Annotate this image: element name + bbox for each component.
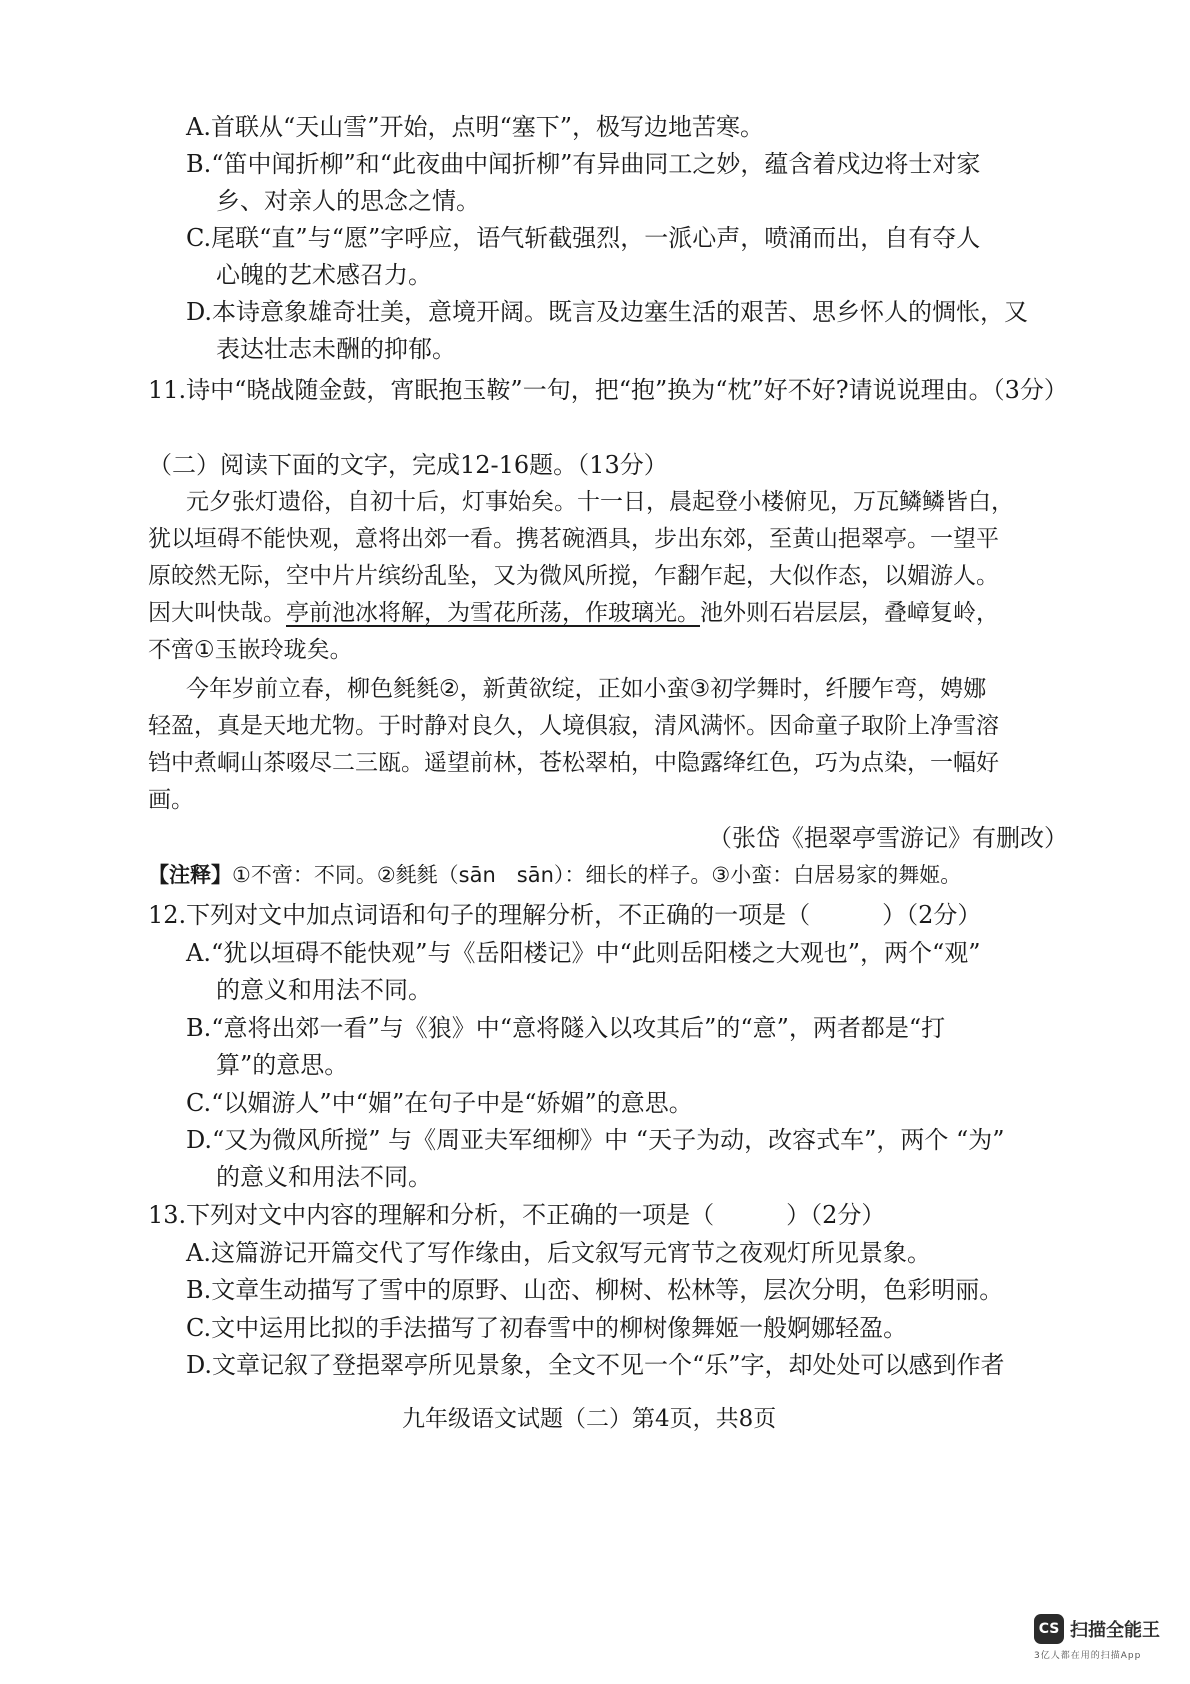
passage-line: 铛中煮峒山茶啜尽二三瓯。遥望前林，苍松翠柏，中隐露绛红色，巧为点染，一幅好 <box>148 750 999 776</box>
q10-option-b: B.“笛中闻折柳”和“此夜曲中闻折柳”有异曲同工之妙，蕴含着戍边将士对家 <box>186 150 981 178</box>
q13-option-a: A.这篇游记开篇交代了写作缘由，后文叙写元宵节之夜观灯所见景象。 <box>186 1239 931 1267</box>
passage-line: 今年岁前立春，柳色毵毵②，新黄欲绽，正如小蛮③初学舞时，纤腰乍弯，娉娜 <box>186 676 987 702</box>
q10-option-c-cont: 心魄的艺术感召力。 <box>216 261 432 289</box>
q10-option-d-cont: 表达壮志未酬的抑郁。 <box>216 335 456 363</box>
q10-option-b-cont: 乡、对亲人的思念之情。 <box>216 187 480 215</box>
q12-option-b-cont: 算”的意思。 <box>216 1051 349 1079</box>
passage-line: 犹以垣碍不能快观，意将出郊一看。携茗碗酒具，步出东郊，至黄山挹翠亭。一望平 <box>148 526 999 552</box>
passage-line: 轻盈，真是天地尤物。于时静对良久，人境俱寂，清风满怀。因命童子取阶上净雪溶 <box>148 713 999 739</box>
question-12-stem: 12.下列对文中加点词语和句子的理解分析，不正确的一项是（ ）（2分） <box>148 901 982 929</box>
q12-option-a: A.“犹以垣碍不能快观”与《岳阳楼记》中“此则岳阳楼之大观也”，两个“观” <box>186 939 981 967</box>
q10-option-a: A.首联从“天山雪”开始，点明“塞下”，极写边地苦寒。 <box>186 113 765 141</box>
q10-option-d: D.本诗意象雄奇壮美，意境开阔。既言及边塞生活的艰苦、思乡怀人的惆怅，又 <box>186 298 1029 326</box>
question-13-stem: 13.下列对文中内容的理解和分析，不正确的一项是（ ）（2分） <box>148 1201 886 1229</box>
q10-option-c: C.尾联“直”与“愿”字呼应，语气斩截强烈，一派心声，喷涌而出，自有夺人 <box>186 224 981 252</box>
watermark-name: 扫描全能王 <box>1070 1620 1160 1641</box>
annotation-text: ①不啻：不同。②毵毵（sān sān）：细长的样子。③小蛮：白居易家的舞姬。 <box>232 863 962 887</box>
q13-option-b: B.文章生动描写了雪中的原野、山峦、柳树、松林等，层次分明，色彩明丽。 <box>186 1276 1004 1304</box>
passage-line: 原皎然无际，空中片片缤纷乱坠，又为微风所搅，乍翻乍起，大似作态，以媚游人。 <box>148 563 999 589</box>
q12-option-d-cont: 的意义和用法不同。 <box>216 1163 432 1191</box>
q12-option-c: C.“以媚游人”中“媚”在句子中是“娇媚”的意思。 <box>186 1089 693 1117</box>
annotation <box>148 860 961 890</box>
cs-logo-icon: CS <box>1034 1614 1064 1644</box>
q12-option-b: B.“意将出郊一看”与《狼》中“意将隧入以攻其后”的“意”，两者都是“打 <box>186 1014 946 1042</box>
passage-line: 画。 <box>148 787 194 813</box>
passage-line: 元夕张灯遗俗，自初十后，灯事始矣。十一日，晨起登小楼俯见，万瓦鳞鳞皆白， <box>186 489 1014 515</box>
q12-option-a-cont: 的意义和用法不同。 <box>216 976 432 1004</box>
question-11: 11.诗中“晓战随金鼓，宵眠抱玉鞍”一句，把“抱”换为“枕”好不好?请说说理由。（3分） <box>148 376 1068 404</box>
annotation-label: 【注释】 <box>148 863 232 887</box>
passage-line: 不啻①玉嵌玲珑矣。 <box>148 637 353 663</box>
q13-option-d: D.文章记叙了登挹翠亭所见景象，全文不见一个“乐”字，却处处可以感到作者 <box>186 1351 1005 1379</box>
passage-line <box>148 598 999 628</box>
passage-text: 池外则石岩层层，叠嶂复岭， <box>700 600 999 626</box>
section-2-title: （二）阅读下面的文字，完成12-16题。（13分） <box>148 451 668 479</box>
q12-option-d: D.“又为微风所搅” 与《周亚夫军细柳》中 “天子为动，改容式车”，两个 “为” <box>186 1126 1005 1154</box>
passage-text: 因大叫快哉。 <box>148 600 286 626</box>
scanner-watermark <box>1034 1614 1174 1662</box>
q13-option-c: C.文中运用比拟的手法描写了初春雪中的柳树像舞姬一般婀娜轻盈。 <box>186 1314 908 1342</box>
underlined-sentence: 亭前池冰将解，为雪花所荡，作玻璃光。 <box>286 600 700 626</box>
passage-source: （张岱《挹翠亭雪游记》有删改） <box>708 824 1068 852</box>
watermark-tagline: 3亿人都在用的扫描App <box>1034 1651 1142 1661</box>
page-footer: 九年级语文试题（二）第4页，共8页 <box>402 1406 777 1432</box>
